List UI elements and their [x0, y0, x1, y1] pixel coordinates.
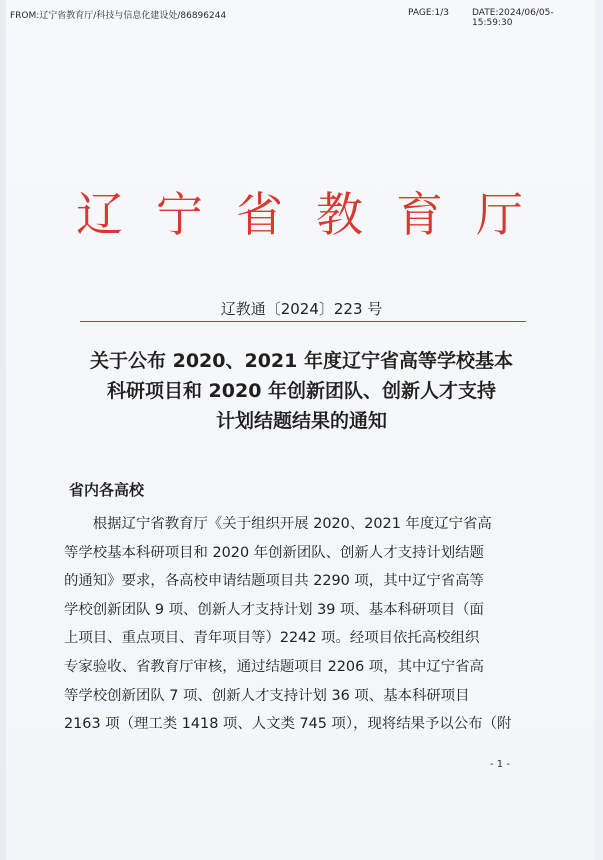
agency-name: 辽宁省教育厅 — [76, 188, 556, 243]
red-divider — [80, 321, 526, 322]
body-line: 等学校创新团队 7 项、创新人才支持计划 36 项、基本科研项目 — [64, 687, 470, 704]
title-line: 关于公布 2020、2021 年度辽宁省高等学校基本 — [90, 350, 513, 372]
body-line: 2163 项（理工类 1418 项、人文类 745 项），现将结果予以公布（附 — [64, 716, 512, 733]
body-line: 的通知》要求，各高校申请结题项目共 2290 项，其中辽宁省高等 — [64, 573, 484, 590]
fax-from: FROM:辽宁省教育厅/科技与信息化建设处/86896244 — [10, 11, 227, 21]
salutation: 省内各高校 — [69, 481, 145, 499]
notice-title — [40, 346, 563, 436]
fax-date: DATE:2024/06/05-15:59:30 — [472, 8, 554, 28]
body-line: 学校创新团队 9 项、创新人才支持计划 39 项、基本科研项目（面 — [64, 601, 484, 618]
title-line: 计划结题结果的通知 — [215, 410, 387, 432]
document-number: 辽教通〔2024〕223 号 — [220, 300, 383, 318]
title-line: 科研项目和 2020 年创新团队、创新人才支持 — [106, 380, 497, 402]
page-number: - 1 - — [490, 759, 510, 770]
body-line: 专家验收、省教育厅审核，通过结题项目 2206 项，其中辽宁省高 — [64, 658, 484, 675]
fax-page: PAGE:1/3 — [408, 8, 450, 18]
body-line: 上项目、重点项目、青年项目等）2242 项。经项目依托高校组织 — [64, 630, 480, 647]
body-line: 根据辽宁省教育厅《关于组织开展 2020、2021 年度辽宁省高 — [64, 516, 492, 532]
body-line: 等学校基本科研项目和 2020 年创新团队、创新人才支持计划结题 — [64, 544, 484, 561]
fax-header — [10, 8, 593, 28]
body-text — [64, 510, 550, 739]
